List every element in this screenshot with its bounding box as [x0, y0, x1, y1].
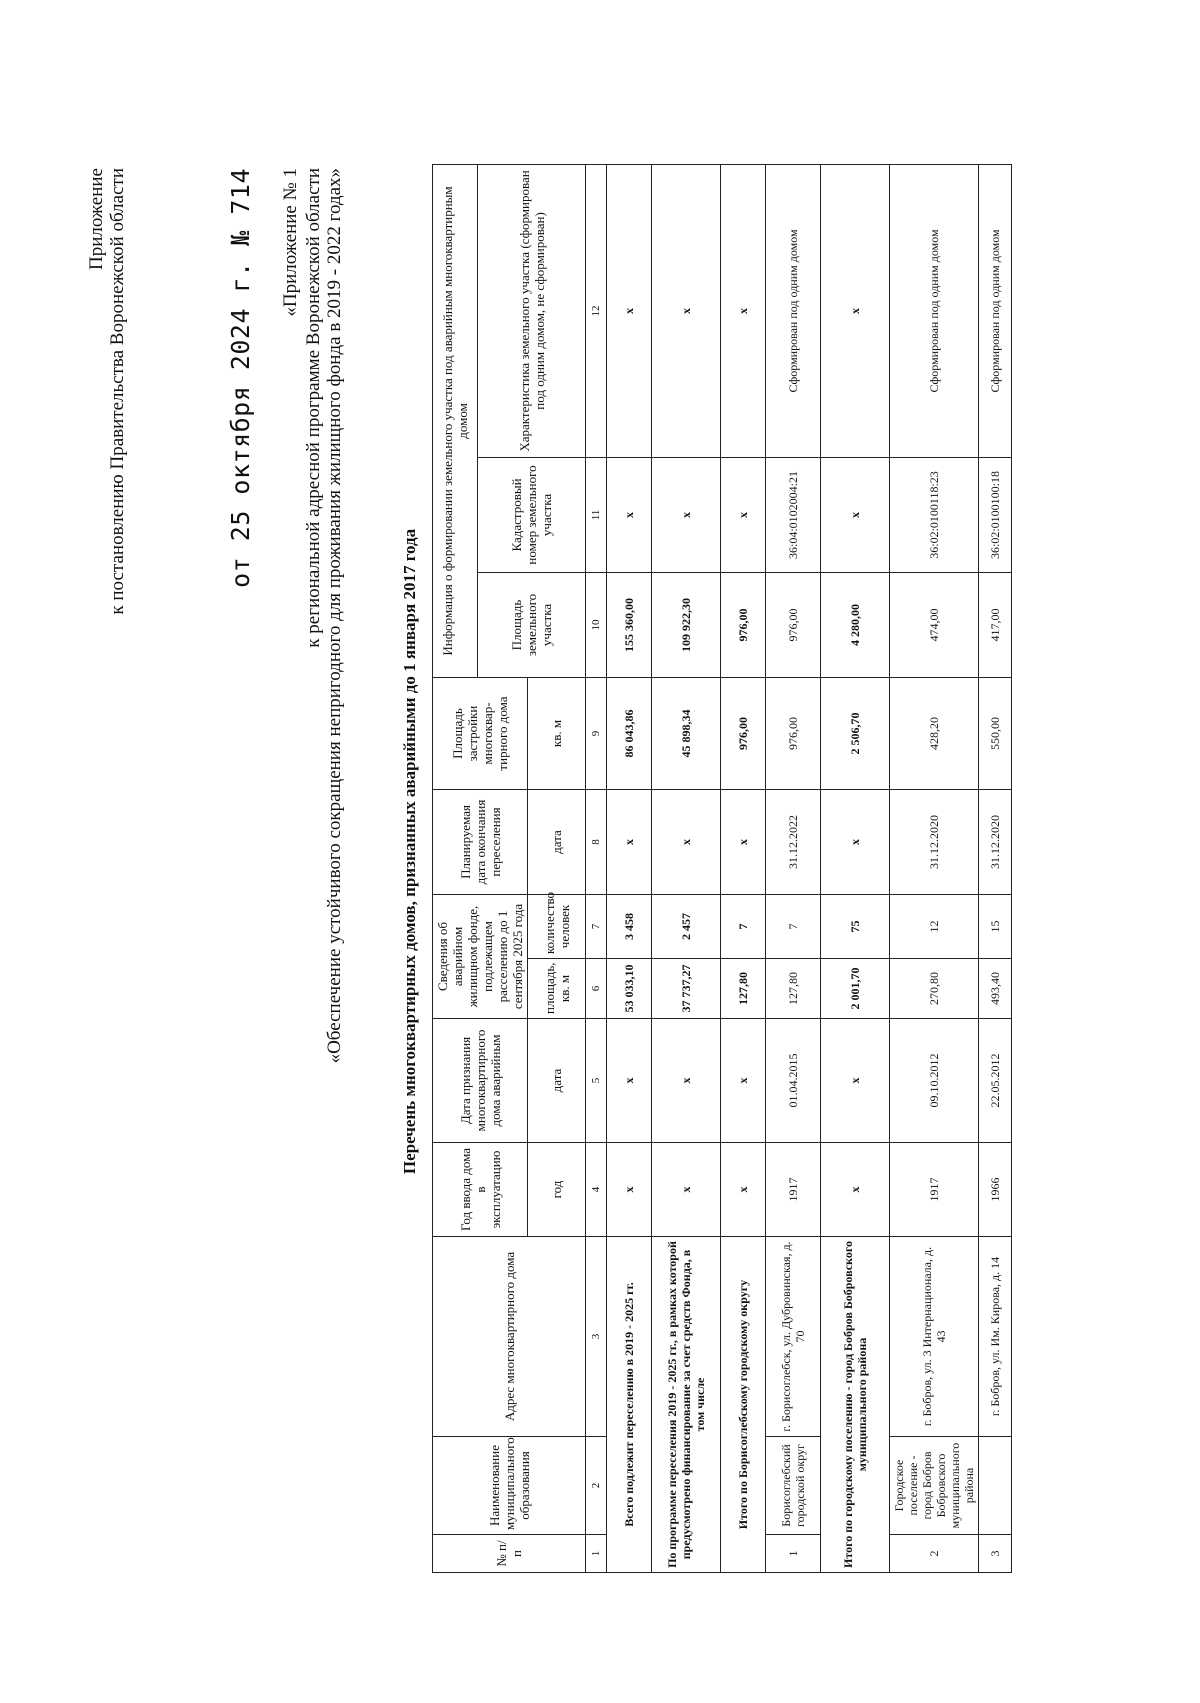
cell-year: х: [607, 1143, 652, 1237]
column-number: 4: [586, 1143, 607, 1237]
unit-year: год: [528, 1143, 586, 1237]
cell-year: х: [821, 1143, 890, 1237]
cell-cadastral-number: х: [821, 457, 890, 572]
cell-people: 7: [766, 894, 821, 958]
program-total-row: [652, 164, 721, 1572]
cell-cadastral-number: х: [652, 457, 721, 572]
table-row: [766, 164, 821, 1572]
header-municipality: Наименование муниципального образования: [433, 1437, 586, 1535]
header-building-area: Площадь застройки многоквар-тирного дома: [433, 677, 528, 789]
borisoglebsk-total-row: [721, 164, 766, 1572]
cell-people: 3 458: [607, 894, 652, 958]
cell-year: 1917: [890, 1143, 979, 1237]
unit-date: дата: [528, 1019, 586, 1143]
cell-cadastral-number: 36:02:0100100:18: [979, 457, 1012, 572]
cell-land-area: 417,00: [979, 572, 1012, 677]
cell-land-area: 976,00: [766, 572, 821, 677]
column-number: 6: [586, 959, 607, 1019]
header-cadastral-number: Кадастровый номер земельного участка: [478, 457, 586, 572]
cell-area: 127,80: [766, 959, 821, 1019]
cell-people: 7: [721, 894, 766, 958]
column-number: 8: [586, 789, 607, 894]
resolution-date-number: от 25 октября 2024 г. № 714: [226, 168, 255, 588]
cell-land-characteristic: Сформирован под одним домом: [890, 164, 979, 457]
cell-number: 1: [766, 1535, 821, 1573]
cell-people: 12: [890, 894, 979, 958]
cell-area: 37 737,27: [652, 959, 721, 1019]
cell-land-area: 976,00: [721, 572, 766, 677]
header-commission-year: Год ввода дома в эксплуатацию: [433, 1143, 528, 1237]
cell-land-area: 474,00: [890, 572, 979, 677]
appendix-number: «Приложение № 1: [280, 168, 301, 317]
cell-planned-date: 31.12.2022: [766, 789, 821, 894]
header-land-plot-info: Информация о формировании земельного участка под аварийным многоквартирным домом: [433, 164, 478, 677]
table-header-row: [433, 164, 478, 1572]
cell-date: х: [607, 1019, 652, 1143]
unit-people: количество человек: [528, 894, 586, 958]
cell-municipality: Городское поселение - город Бобров Бобровского муниципального района: [890, 1437, 979, 1535]
cell-area: 270,80: [890, 959, 979, 1019]
cell-people: 2 457: [652, 894, 721, 958]
column-number: 10: [586, 572, 607, 677]
cell-land-area: 155 360,00: [607, 572, 652, 677]
cell-year: х: [652, 1143, 721, 1237]
cell-planned-date: 31.12.2020: [979, 789, 1012, 894]
program-name: «Обеспечение устойчивого сокращения непригодного для проживания жилищного фонда в 2019 - 2022 годах»: [324, 168, 345, 1064]
row-label: По программе переселения 2019 - 2025 гг., в рамках которой предусмотрено финансирование за счет средств Фонда, в том числе: [652, 1237, 721, 1573]
row-label: Итого по городскому поселению - город Бобров Бобровского муниципального района: [821, 1237, 890, 1573]
cell-area: 2 001,70: [821, 959, 890, 1019]
cell-date: 09.10.2012: [890, 1019, 979, 1143]
cell-building-area: 45 898,34: [652, 677, 721, 789]
cell-land-characteristic: х: [652, 164, 721, 457]
cell-number: 2: [890, 1535, 979, 1573]
cell-area: 493,40: [979, 959, 1012, 1019]
cell-building-area: 976,00: [766, 677, 821, 789]
cell-municipality: Борисоглебский городской округ: [766, 1437, 821, 1535]
cell-address: г. Бобров, ул. Им. Кирова, д. 14: [979, 1237, 1012, 1437]
cell-date: х: [652, 1019, 721, 1143]
cell-date: х: [721, 1019, 766, 1143]
cell-planned-date: х: [821, 789, 890, 894]
unit-planned-date: дата: [528, 789, 586, 894]
cell-area: 53 033,10: [607, 959, 652, 1019]
cell-land-characteristic: х: [607, 164, 652, 457]
cell-number: 3: [979, 1535, 1012, 1573]
cell-building-area: 428,20: [890, 677, 979, 789]
column-number: 1: [586, 1535, 607, 1573]
cell-land-area: 109 922,30: [652, 572, 721, 677]
total-row: [607, 164, 652, 1572]
program-reference: к региональной адресной программе Воронежской области: [303, 168, 324, 648]
cell-land-characteristic: х: [821, 164, 890, 457]
cell-year: 1917: [766, 1143, 821, 1237]
cell-year: 1966: [979, 1143, 1012, 1237]
cell-cadastral-number: х: [607, 457, 652, 572]
column-numbers-row: [586, 164, 607, 1572]
cell-date: х: [821, 1019, 890, 1143]
header-land-characteristic: Характеристика земельного участка (сформирован под одним домом, не сформирован): [478, 164, 586, 457]
column-number: 12: [586, 164, 607, 457]
column-number: 7: [586, 894, 607, 958]
column-number: 5: [586, 1019, 607, 1143]
row-label: Всего подлежит переселению в 2019 - 2025 гг.: [607, 1237, 652, 1573]
column-number: 11: [586, 457, 607, 572]
cell-year: х: [721, 1143, 766, 1237]
cell-address: г. Борисоглебск, ул. Дубровинская, д. 70: [766, 1237, 821, 1437]
header-land-area: Площадь земельного участка: [478, 572, 586, 677]
header-number: № п/п: [433, 1535, 586, 1573]
cell-date: 22.05.2012: [979, 1019, 1012, 1143]
column-number: 9: [586, 677, 607, 789]
cell-cadastral-number: 36:04:0102004:21: [766, 457, 821, 572]
cell-land-characteristic: Сформирован под одним домом: [766, 164, 821, 457]
bobrov-total-row: [821, 164, 890, 1572]
cell-cadastral-number: 36:02:0100118:23: [890, 457, 979, 572]
document-title: Перечень многоквартирных домов, признанных аварийными до 1 января 2017 года: [400, 528, 419, 1175]
cell-building-area: 2 506,70: [821, 677, 890, 789]
cell-address: г. Бобров, ул. 3 Интернационала, д. 43: [890, 1237, 979, 1437]
header-emergency-date: Дата признания многоквартирного дома аварийным: [433, 1019, 528, 1143]
header-emergency-fund: Сведения об аварийном жилищном фонде, подлежащем расселению до 1 сентября 2025 года: [433, 894, 528, 1018]
header-address: Адрес многоквартирного дома: [433, 1237, 586, 1437]
cell-land-characteristic: х: [721, 164, 766, 457]
resolution-reference: к постановлению Правительства Воронежской области: [107, 168, 128, 615]
cell-building-area: 550,00: [979, 677, 1012, 789]
cell-people: 75: [821, 894, 890, 958]
row-label: Итого по Борисоглебскому городскому округу: [721, 1237, 766, 1573]
cell-planned-date: 31.12.2020: [890, 789, 979, 894]
column-number: 3: [586, 1237, 607, 1437]
cell-planned-date: х: [721, 789, 766, 894]
cell-land-characteristic: Сформирован под одним домом: [979, 164, 1012, 457]
appendix-label: Приложение: [86, 168, 107, 270]
header-planned-date: Планируемая дата окончания переселения: [433, 789, 528, 894]
cell-people: 15: [979, 894, 1012, 958]
cell-land-area: 4 280,00: [821, 572, 890, 677]
cell-building-area: 86 043,86: [607, 677, 652, 789]
column-number: 2: [586, 1437, 607, 1535]
houses-table: [432, 164, 1012, 1573]
table-row: [890, 164, 979, 1572]
cell-planned-date: х: [607, 789, 652, 894]
cell-date: 01.04.2015: [766, 1019, 821, 1143]
unit-building-area: кв. м: [528, 677, 586, 789]
cell-planned-date: х: [652, 789, 721, 894]
table-row: [979, 164, 1012, 1572]
unit-area: площадь, кв. м: [528, 959, 586, 1019]
cell-cadastral-number: х: [721, 457, 766, 572]
cell-area: 127,80: [721, 959, 766, 1019]
cell-municipality: [979, 1437, 1012, 1535]
cell-building-area: 976,00: [721, 677, 766, 789]
